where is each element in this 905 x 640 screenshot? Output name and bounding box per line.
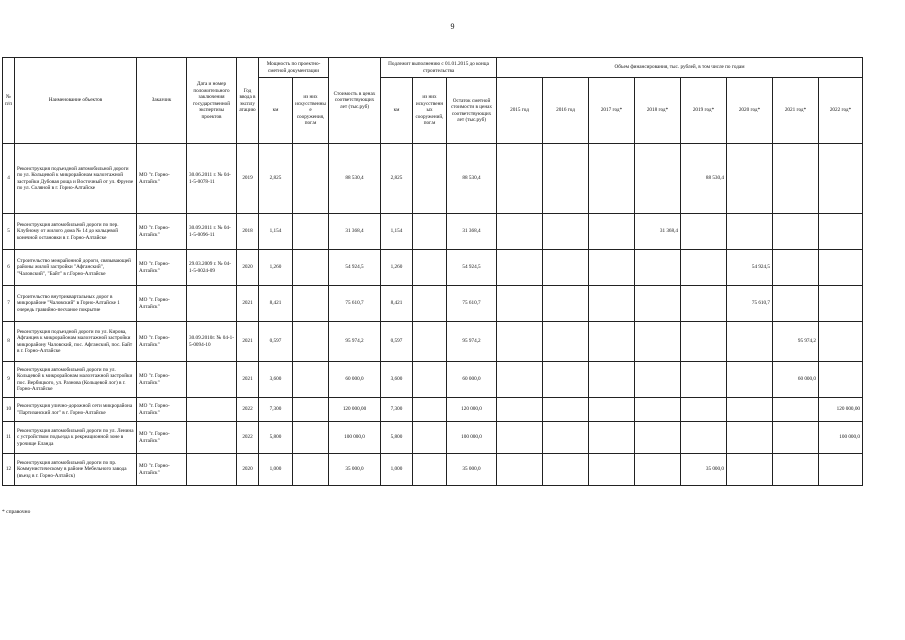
remaining-bridges-cell — [413, 362, 447, 398]
customer-cell: МО "г. Горно-Алтайск" — [137, 398, 187, 422]
finance-year-cell: 54 924,5 — [727, 250, 773, 286]
finance-year-cell — [819, 250, 863, 286]
header-name: Наименование объектов — [15, 58, 137, 144]
finance-year-cell — [819, 362, 863, 398]
finance-year-cell — [543, 250, 589, 286]
expertise-date-cell: 29.03.2009 г. № 04-1-5-0024-09 — [187, 250, 237, 286]
capacity-bridges-cell — [293, 250, 329, 286]
capacity-bridges-cell — [293, 422, 329, 454]
remaining-km-cell: 1,260 — [381, 250, 413, 286]
header-year: Год ввода в эксплуатацию — [237, 58, 259, 144]
expertise-date-cell: 30.09.2011 г. № 04-1-5-0096-11 — [187, 214, 237, 250]
finance-year-cell: 35 000,0 — [681, 454, 727, 486]
capacity-bridges-cell — [293, 214, 329, 250]
expertise-date-cell — [187, 454, 237, 486]
capacity-km-cell: 8,421 — [259, 286, 293, 322]
finance-year-cell — [497, 398, 543, 422]
remaining-bridges-cell — [413, 398, 447, 422]
finance-year-cell — [635, 398, 681, 422]
expertise-date-cell: 30.09.2010г. № 04-1-5-0094-10 — [187, 322, 237, 362]
commission-year-cell: 2020 — [237, 454, 259, 486]
object-name-cell: Реконструкция автомобильной дороги по ул. Ленина с устройством подъезда к рекреационной зоне в урочище Еланда — [15, 422, 137, 454]
objects-table — [2, 57, 863, 486]
table-row — [3, 454, 863, 486]
header-expertise: Дата и номер положительного заключения государственной экспертизы проектов — [187, 58, 237, 144]
remaining-km-cell: 0,597 — [381, 322, 413, 362]
object-name-cell: Реконструкция улично-дорожной сети микрорайона "Партизанский лог" в г. Горно-Алтайске — [15, 398, 137, 422]
cost-cell: 54 924,5 — [329, 250, 381, 286]
expertise-date-cell — [187, 398, 237, 422]
header-year-2019: 2019 год* — [681, 78, 727, 144]
finance-year-cell: 88 530,4 — [681, 144, 727, 214]
page-number: 9 — [450, 22, 455, 31]
table-row — [3, 286, 863, 322]
capacity-bridges-cell — [293, 322, 329, 362]
finance-year-cell — [589, 322, 635, 362]
commission-year-cell: 2019 — [237, 144, 259, 214]
finance-year-cell — [819, 322, 863, 362]
finance-year-cell — [589, 422, 635, 454]
remaining-km-cell: 2,825 — [381, 144, 413, 214]
finance-year-cell — [497, 454, 543, 486]
finance-year-cell: 100 000,0 — [819, 422, 863, 454]
finance-year-cell — [497, 144, 543, 214]
row-number-cell: 10 — [3, 398, 15, 422]
cost-cell: 95 974,2 — [329, 322, 381, 362]
cost-cell: 60 000,0 — [329, 362, 381, 398]
finance-year-cell — [543, 362, 589, 398]
finance-year-cell — [681, 362, 727, 398]
finance-year-cell — [819, 144, 863, 214]
remaining-cost-cell: 31 368,4 — [447, 214, 497, 250]
header-year-2022: 2022 год* — [819, 78, 863, 144]
commission-year-cell: 2021 — [237, 322, 259, 362]
expertise-date-cell — [187, 286, 237, 322]
finance-year-cell — [819, 214, 863, 250]
finance-year-cell — [635, 422, 681, 454]
remaining-cost-cell: 54 924,5 — [447, 250, 497, 286]
capacity-km-cell: 1,260 — [259, 250, 293, 286]
commission-year-cell: 2022 — [237, 398, 259, 422]
finance-year-cell — [727, 362, 773, 398]
capacity-km-cell: 7,300 — [259, 398, 293, 422]
finance-year-cell — [635, 144, 681, 214]
finance-year-cell — [497, 362, 543, 398]
remaining-bridges-cell — [413, 144, 447, 214]
remaining-bridges-cell — [413, 422, 447, 454]
finance-year-cell — [727, 454, 773, 486]
header-year-2016: 2016 год — [543, 78, 589, 144]
finance-year-cell — [635, 454, 681, 486]
finance-year-cell — [543, 454, 589, 486]
footnote: * справочно — [2, 509, 31, 515]
capacity-bridges-cell — [293, 144, 329, 214]
capacity-km-cell: 2,825 — [259, 144, 293, 214]
row-number-cell: 4 — [3, 144, 15, 214]
object-name-cell: Строительство внутриквартальных дорог в микрорайоне "Чаловский" в Горно-Алтайске 1 очередь гравийно-песчаное покрытие — [15, 286, 137, 322]
customer-cell: МО "г. Горно-Алтайск" — [137, 144, 187, 214]
finance-year-cell — [681, 250, 727, 286]
commission-year-cell: 2021 — [237, 286, 259, 322]
finance-year-cell — [727, 422, 773, 454]
header-rem-bridges: из них искусственных сооружений, пог.м — [413, 78, 447, 144]
commission-year-cell: 2021 — [237, 362, 259, 398]
object-name-cell: Реконструкция подъездной дороги по ул. Кирова, Афганцев к микрорайонам малоэтажной застройки микрорайону Чаловский, пос. Афганский, пос. Байт в г. Горно-Алтайске — [15, 322, 137, 362]
remaining-bridges-cell — [413, 214, 447, 250]
customer-cell: МО "г. Горно-Алтайск" — [137, 454, 187, 486]
row-number-cell: 6 — [3, 250, 15, 286]
remaining-cost-cell: 95 974,2 — [447, 322, 497, 362]
finance-year-cell — [727, 322, 773, 362]
remaining-cost-cell: 120 000,0 — [447, 398, 497, 422]
finance-year-cell — [543, 322, 589, 362]
finance-year-cell — [497, 322, 543, 362]
object-name-cell: Строительство межрайонной дороги, связывающей районы жилой застройки "Афганский", "Чаловский", "Байт" в г.Горно-Алтайске — [15, 250, 137, 286]
table-row — [3, 422, 863, 454]
finance-year-cell — [589, 362, 635, 398]
remaining-cost-cell: 60 000,0 — [447, 362, 497, 398]
expertise-date-cell — [187, 362, 237, 398]
finance-year-cell — [589, 144, 635, 214]
capacity-bridges-cell — [293, 454, 329, 486]
finance-year-cell — [589, 454, 635, 486]
capacity-km-cell: 3,600 — [259, 362, 293, 398]
finance-year-cell — [727, 398, 773, 422]
header-rem-cost: Остаток сметной стоимости в ценах соответствующих лет (тыс.руб) — [447, 78, 497, 144]
header-rem-km: км — [381, 78, 413, 144]
row-number-cell: 11 — [3, 422, 15, 454]
commission-year-cell: 2020 — [237, 250, 259, 286]
finance-year-cell — [635, 250, 681, 286]
remaining-cost-cell: 88 530,4 — [447, 144, 497, 214]
object-name-cell: Реконструкция подъездной автомобильной дороги по ул. Кольцевой к микрорайонам малоэтажной застройки Дубовая роща и Восточный от ул. Фрунзе по ул. Соляной в г. Горно-Алтайске — [15, 144, 137, 214]
finance-year-cell — [773, 422, 819, 454]
header-remain-group: Подлежит выполнению с 01.01.2015 до конца строительства — [381, 58, 497, 78]
finance-year-cell — [681, 422, 727, 454]
remaining-km-cell: 5,800 — [381, 422, 413, 454]
header-year-2015: 2015 год — [497, 78, 543, 144]
remaining-bridges-cell — [413, 322, 447, 362]
customer-cell: МО "г. Горно-Алтайск" — [137, 286, 187, 322]
customer-cell: МО "г. Горно-Алтайск" — [137, 362, 187, 398]
finance-year-cell — [773, 144, 819, 214]
row-number-cell: 7 — [3, 286, 15, 322]
finance-year-cell — [543, 398, 589, 422]
table-row — [3, 322, 863, 362]
header-year-2021: 2021 год* — [773, 78, 819, 144]
finance-year-cell — [497, 422, 543, 454]
customer-cell: МО "г. Горно-Алтайск" — [137, 422, 187, 454]
object-name-cell: Реконструкция автомобильной дороги по ул. Кольцевой к микрорайонам малоэтажной застройки пос. Вербицкого, ул. Разнова (Кольцевой лог) в г. Горно-Алтайске — [15, 362, 137, 398]
cost-cell: 75 610,7 — [329, 286, 381, 322]
finance-year-cell: 120 000,00 — [819, 398, 863, 422]
finance-year-cell — [635, 286, 681, 322]
header-year-2020: 2020 год* — [727, 78, 773, 144]
header-finance-group: Объем финансирования, тыс. рублей, в том числе по годам — [497, 58, 863, 78]
finance-year-cell — [819, 454, 863, 486]
remaining-bridges-cell — [413, 286, 447, 322]
finance-year-cell — [681, 286, 727, 322]
finance-year-cell — [497, 214, 543, 250]
header-year-2018: 2018 год* — [635, 78, 681, 144]
remaining-cost-cell: 35 000,0 — [447, 454, 497, 486]
header-capacity-group: Мощность по проектно-сметной документации — [259, 58, 329, 78]
customer-cell: МО "г. Горно-Алтайск" — [137, 214, 187, 250]
finance-year-cell — [543, 422, 589, 454]
cost-cell: 35 000,0 — [329, 454, 381, 486]
finance-year-cell — [589, 398, 635, 422]
finance-year-cell — [727, 214, 773, 250]
commission-year-cell: 2018 — [237, 214, 259, 250]
finance-year-cell — [727, 144, 773, 214]
finance-year-cell: 31 368,4 — [635, 214, 681, 250]
remaining-bridges-cell — [413, 250, 447, 286]
finance-year-cell — [543, 214, 589, 250]
finance-year-cell — [773, 250, 819, 286]
expertise-date-cell — [187, 422, 237, 454]
finance-year-cell — [773, 454, 819, 486]
capacity-bridges-cell — [293, 286, 329, 322]
capacity-km-cell: 5,800 — [259, 422, 293, 454]
finance-year-cell — [589, 250, 635, 286]
remaining-km-cell: 3,600 — [381, 362, 413, 398]
cost-cell: 88 530,4 — [329, 144, 381, 214]
capacity-km-cell: 0,597 — [259, 322, 293, 362]
commission-year-cell: 2022 — [237, 422, 259, 454]
finance-year-cell — [497, 286, 543, 322]
remaining-km-cell: 1,154 — [381, 214, 413, 250]
remaining-km-cell: 7,300 — [381, 398, 413, 422]
finance-year-cell: 75 610,7 — [727, 286, 773, 322]
header-year-2017: 2017 год* — [589, 78, 635, 144]
finance-year-cell — [773, 214, 819, 250]
finance-year-cell — [681, 398, 727, 422]
finance-year-cell — [773, 286, 819, 322]
table-row — [3, 250, 863, 286]
table-row — [3, 214, 863, 250]
row-number-cell: 9 — [3, 362, 15, 398]
capacity-bridges-cell — [293, 398, 329, 422]
customer-cell: МО "г. Горно-Алтайск" — [137, 322, 187, 362]
finance-year-cell — [589, 214, 635, 250]
header-cap-bridges: из них искусственные сооружения, пог.м — [293, 78, 329, 144]
remaining-cost-cell: 100 000,0 — [447, 422, 497, 454]
capacity-km-cell: 1,154 — [259, 214, 293, 250]
remaining-km-cell: 1,000 — [381, 454, 413, 486]
object-name-cell: Реконструкция автомобильной дороги по пер. Клубному от жилого дома № 14 до кольцевой конечной остановки в г. Горно-Алтайске — [15, 214, 137, 250]
customer-cell: МО "г. Горно-Алтайск" — [137, 250, 187, 286]
header-num: № п/п — [3, 58, 15, 144]
row-number-cell: 5 — [3, 214, 15, 250]
remaining-km-cell: 8,421 — [381, 286, 413, 322]
header-cap-km: км — [259, 78, 293, 144]
header-cost: Стоимость в ценах соответствующих лет (тыс.руб) — [329, 58, 381, 144]
table-row — [3, 144, 863, 214]
cost-cell: 31 368,4 — [329, 214, 381, 250]
capacity-bridges-cell — [293, 362, 329, 398]
finance-year-cell: 60 000,0 — [773, 362, 819, 398]
finance-year-cell: 95 974,2 — [773, 322, 819, 362]
finance-year-cell — [543, 286, 589, 322]
header-customer: Заказчик — [137, 58, 187, 144]
row-number-cell: 12 — [3, 454, 15, 486]
finance-year-cell — [819, 286, 863, 322]
capacity-km-cell: 1,000 — [259, 454, 293, 486]
finance-year-cell — [635, 322, 681, 362]
row-number-cell: 8 — [3, 322, 15, 362]
finance-year-cell — [635, 362, 681, 398]
remaining-bridges-cell — [413, 454, 447, 486]
cost-cell: 120 000,00 — [329, 398, 381, 422]
finance-year-cell — [589, 286, 635, 322]
finance-year-cell — [681, 214, 727, 250]
finance-year-cell — [681, 322, 727, 362]
finance-year-cell — [497, 250, 543, 286]
finance-year-cell — [543, 144, 589, 214]
finance-year-cell — [773, 398, 819, 422]
object-name-cell: Реконструкция автомобильной дороги по пр. Коммунистическому в районе Мебельного завода (въезд в г. Горно-Алтайск) — [15, 454, 137, 486]
table-row — [3, 398, 863, 422]
expertise-date-cell: 30.06.2011 г. № 04-1-5-0078-11 — [187, 144, 237, 214]
remaining-cost-cell: 75 610,7 — [447, 286, 497, 322]
table-row — [3, 362, 863, 398]
cost-cell: 100 000,0 — [329, 422, 381, 454]
